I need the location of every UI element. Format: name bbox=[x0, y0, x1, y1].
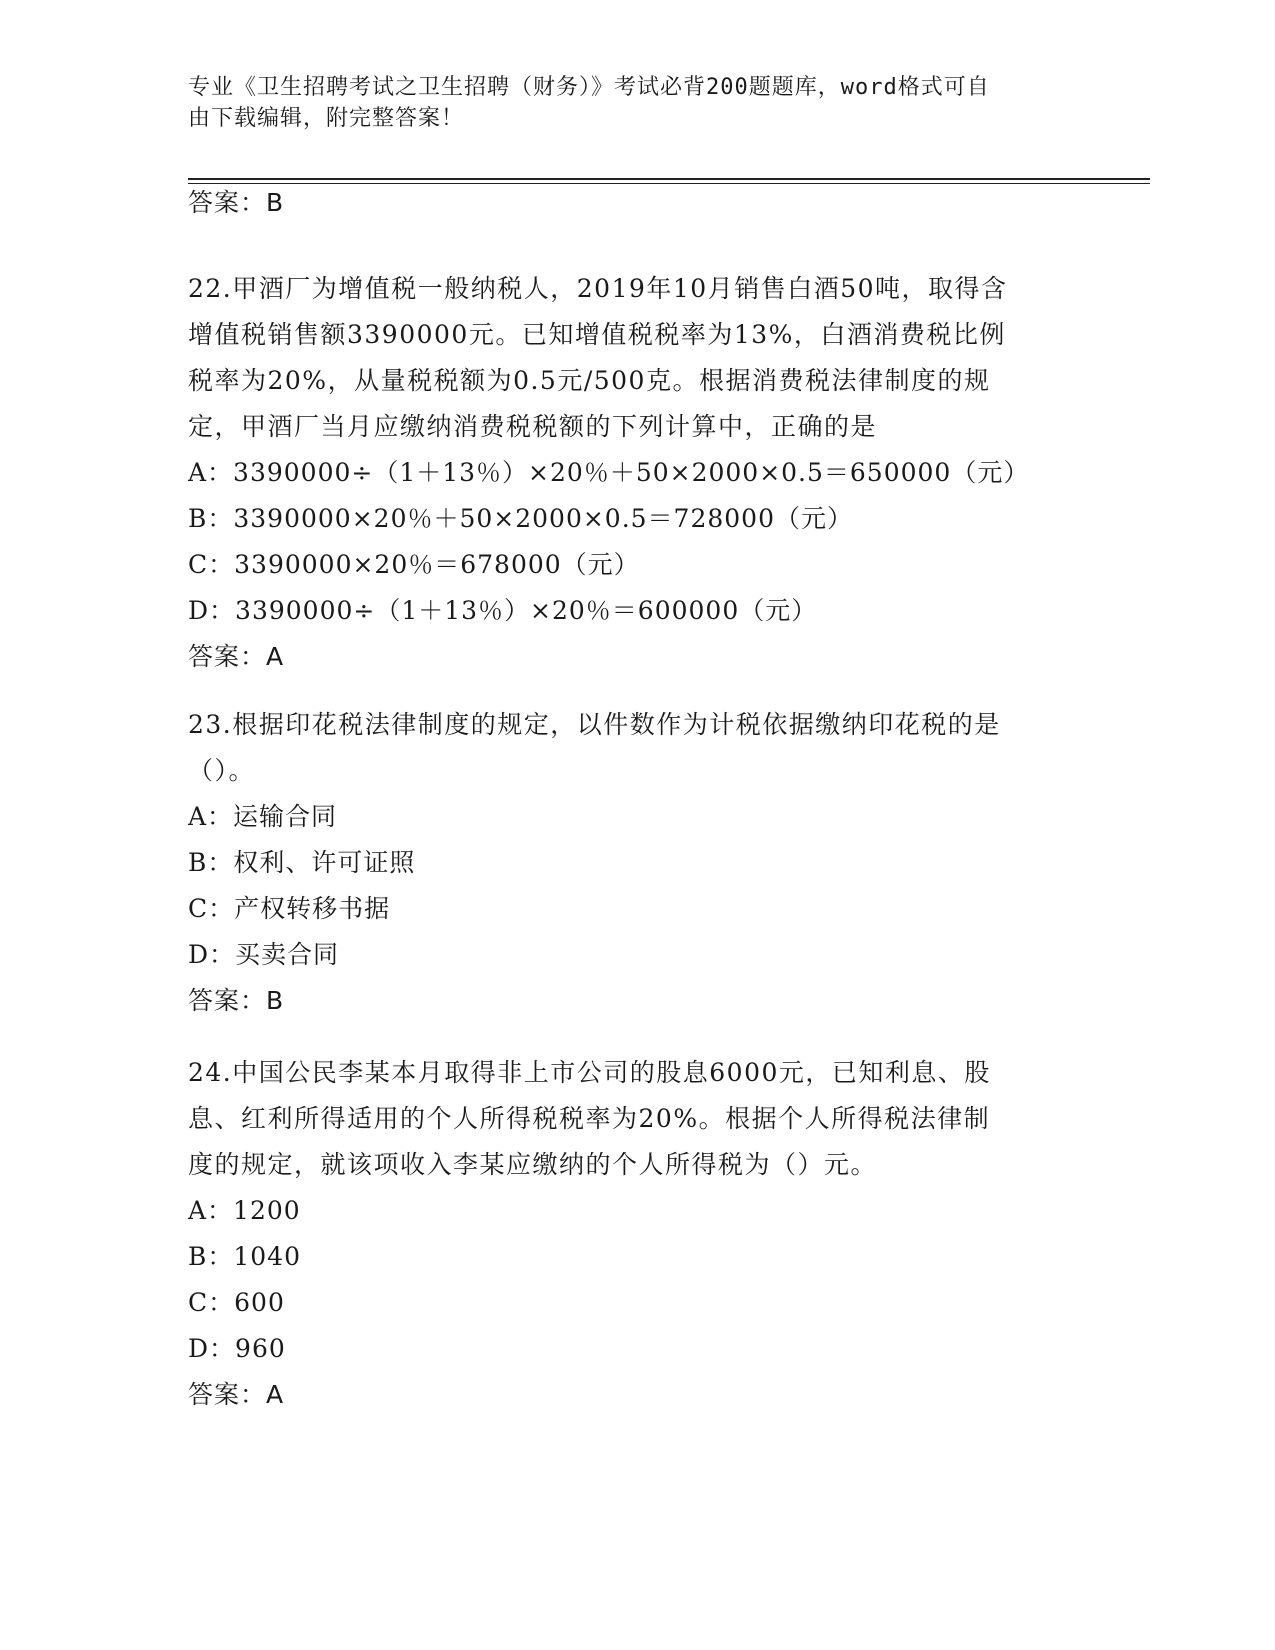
answer-label: 答案：B bbox=[188, 986, 285, 1015]
option-b: B：3390000×20％＋50×2000×0.5＝728000（元） bbox=[188, 504, 853, 533]
question-24 bbox=[188, 1050, 1088, 1418]
option-a: A：1200 bbox=[188, 1196, 301, 1225]
header-line-1: 专业《卫生招聘考试之卫生招聘（财务）》考试必背200题题库，word格式可自 bbox=[188, 75, 990, 100]
option-d: D：3390000÷（1＋13％）×20％＝600000（元） bbox=[188, 596, 818, 625]
stem-line: 税率为20%，从量税税额为0.5元/500克。根据消费税法律制度的规 bbox=[188, 366, 991, 395]
header-line-2: 由下载编辑，附完整答案！ bbox=[188, 106, 465, 131]
stem-line: 24.中国公民李某本月取得非上市公司的股息6000元，已知利息、股 bbox=[188, 1058, 991, 1087]
answer-label: 答案：A bbox=[188, 642, 285, 671]
option-a: A：运输合同 bbox=[188, 802, 338, 831]
stem-line: （）。 bbox=[188, 756, 256, 785]
question-stem bbox=[188, 702, 1088, 794]
option-c: C：产权转移书据 bbox=[188, 894, 391, 923]
option-c: C：3390000×20％＝678000（元） bbox=[188, 550, 640, 579]
option-d: D：960 bbox=[188, 1334, 286, 1363]
option-d: D：买卖合同 bbox=[188, 940, 340, 969]
stem-line: 22.甲酒厂为增值税一般纳税人，2019年10月销售白酒50吨，取得含 bbox=[188, 274, 1008, 303]
option-b: B：权利、许可证照 bbox=[188, 848, 416, 877]
stem-line: 增值税销售额3390000元。已知增值税税率为13%，白酒消费税比例 bbox=[188, 320, 1006, 349]
question-23 bbox=[188, 702, 1088, 1024]
previous-answer: 答案：B bbox=[188, 188, 285, 217]
answer-label: 答案：A bbox=[188, 1380, 285, 1409]
stem-line: 息、红利所得适用的个人所得税税率为20%。根据个人所得税法律制 bbox=[188, 1104, 991, 1133]
document-header bbox=[188, 72, 1068, 134]
question-stem bbox=[188, 266, 1088, 450]
option-a: A：3390000÷（1＋13％）×20％＋50×2000×0.5＝650000（元） bbox=[188, 458, 1030, 487]
stem-line: 度的规定，就该项收入李某应缴纳的个人所得税为（）元。 bbox=[188, 1150, 878, 1179]
option-b: B：1040 bbox=[188, 1242, 301, 1271]
option-c: C：600 bbox=[188, 1288, 285, 1317]
stem-line: 23.根据印花税法律制度的规定，以件数作为计税依据缴纳印花税的是 bbox=[188, 710, 1001, 739]
question-22 bbox=[188, 266, 1088, 680]
question-stem bbox=[188, 1050, 1088, 1188]
stem-line: 定，甲酒厂当月应缴纳消费税税额的下列计算中，正确的是 bbox=[188, 412, 878, 441]
